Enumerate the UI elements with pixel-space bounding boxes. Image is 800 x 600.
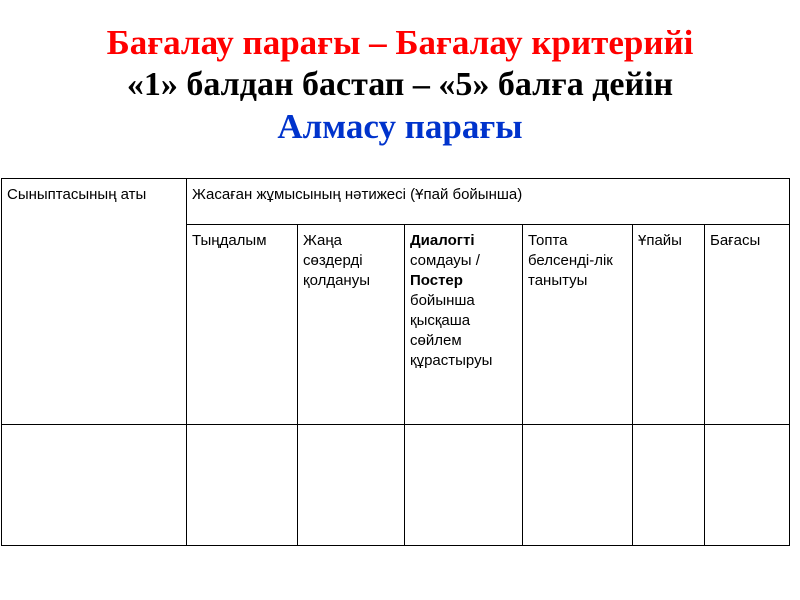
assessment-table <box>1 178 790 546</box>
header-grade: Бағасы <box>705 225 790 425</box>
header-group-activity: Топта белсенді-лік танытуы <box>523 225 633 425</box>
header-dialogue-bold-2: Постер <box>410 272 463 289</box>
header-new-words: Жаңа сөздерді қолдануы <box>298 225 405 425</box>
slide-title <box>0 22 800 148</box>
header-points: Ұпайы <box>633 225 705 425</box>
header-dialogue-bold-1: Диалогті <box>410 232 475 249</box>
title-line-2: «1» балдан бастап – «5» балға дейін <box>126 66 674 103</box>
table-cell[interactable] <box>405 425 523 546</box>
table-cell[interactable] <box>2 425 187 546</box>
header-dialogue-text-1: сомдауы / <box>410 252 480 269</box>
table-cell[interactable] <box>633 425 705 546</box>
table-cell[interactable] <box>705 425 790 546</box>
title-line-3: Алмасу парағы <box>277 107 523 146</box>
header-row-1 <box>2 179 790 225</box>
title-line-1: Бағалау парағы – Бағалау критерийі <box>106 23 694 62</box>
table-cell[interactable] <box>187 425 298 546</box>
header-dialogue <box>405 225 523 425</box>
header-dialogue-text-2: бойынша қысқаша сөйлем құрастыруы <box>410 292 493 369</box>
table-cell[interactable] <box>523 425 633 546</box>
header-work-result: Жасаған жұмысының нәтижесі (Ұпай бойынша) <box>187 179 790 225</box>
table-row <box>2 425 790 546</box>
header-classmate-name: Сыныптасының аты <box>2 179 187 425</box>
table-cell[interactable] <box>298 425 405 546</box>
header-listening: Тыңдалым <box>187 225 298 425</box>
